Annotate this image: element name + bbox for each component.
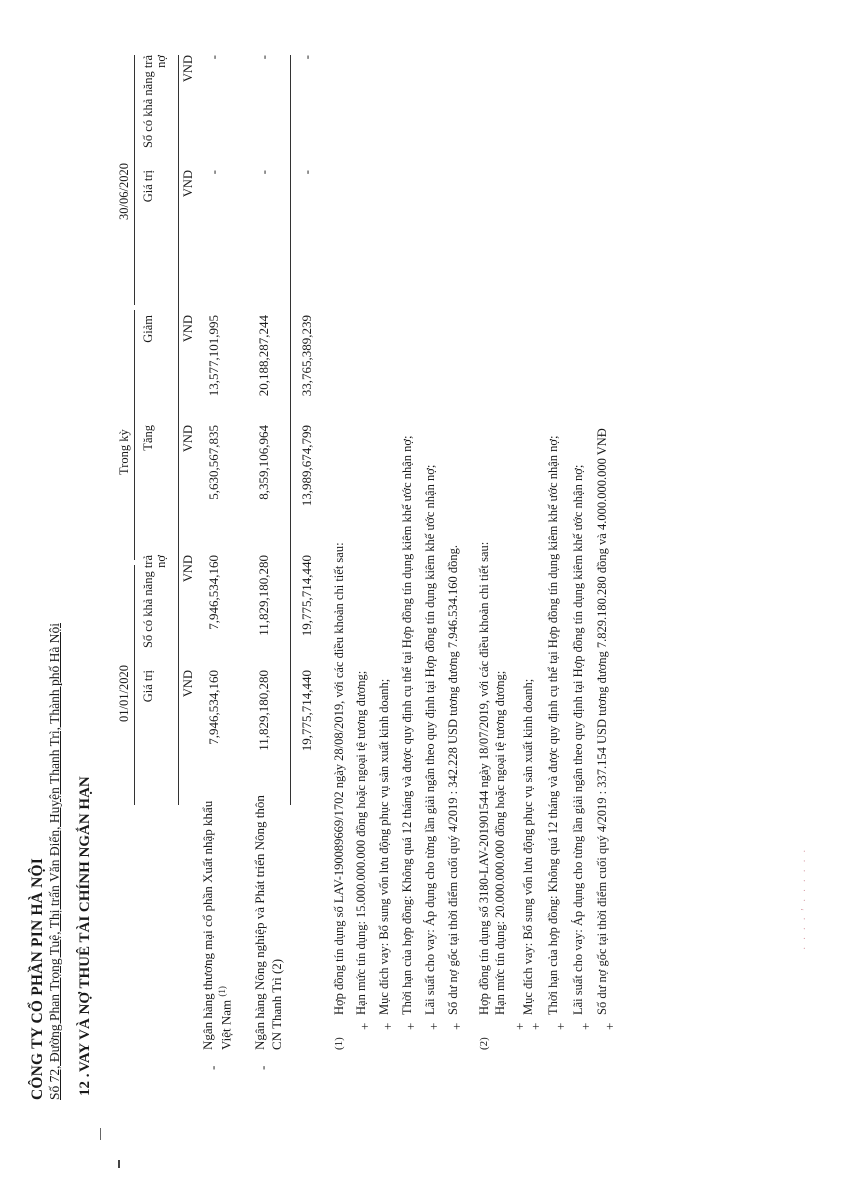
row2-decrease: 20,188,287,244 [256,315,271,397]
col-close-value: Giá trị [141,170,155,203]
row1-increase: 5,630,567,835 [206,425,221,500]
period-open-rule [134,565,135,805]
period-close-header: 30/06/2020 [117,163,131,220]
note2-item-2: Mục đích vay: Bổ sung vốn lưu động phục vụ sản xuất kinh doanh; [521,678,535,1015]
row1-close-repay: - [206,55,221,60]
note1-item-5: Số dư nợ gốc tại thời điểm cuối quý 4/2019 : 342.228 USD tương đương 7.946.534.160 đồng. [446,544,460,1015]
note2-marker: (2) [478,1037,490,1050]
total-increase: 13,989,674,799 [299,425,314,507]
col-decrease: Giảm [141,315,155,343]
row2-bullet: - [255,1065,270,1070]
note1-plus-2: + [380,1022,395,1030]
note2-plus-5: + [602,1022,617,1030]
note2-item-4: Lãi suất cho vay: Áp dụng cho từng lần giải ngân theo quy định tại Hợp đồng tín dụng kiêm khế ước nhận nợ; [571,464,585,1015]
row2-open-value: 11,829,180,280 [256,670,271,751]
note1-item-1: Hạn mức tín dụng: 15.000.000.000 đồng hoặc ngoại tệ tương đương; [354,670,368,1015]
note1-plus-5: + [449,1022,464,1030]
row1-open-value: 7,946,534,160 [206,670,221,745]
scan-speck [100,1128,101,1140]
row1-close-value: - [206,170,221,175]
note1-plus-3: + [403,1022,418,1030]
note1-title: Hợp đồng tín dụng số LAV-190089669/1702 ngày 28/08/2019, với các điều khoản chi tiết sau: [332,542,346,1015]
note2-item-3: Thời hạn của hợp đồng: Không quá 12 tháng và được quy định cụ thể tại Hợp đồng tín dụng kiêm khế ước nhận nợ; [546,435,560,1015]
period-mid-header: Trong kỳ [117,429,131,475]
period-close-rule [134,55,135,305]
row1-bank-name [200,790,235,1050]
unit-increase: VND [181,425,195,453]
total-rule [290,55,291,805]
note1-plus-1: + [357,1022,372,1030]
col-close-repay: Số có khả năng trả nợ [141,55,169,149]
row2-close-repay: - [256,55,271,60]
note2-plus-2: + [528,1022,543,1030]
row2-close-value: - [256,170,271,175]
note1-plus-4: + [426,1022,441,1030]
period-mid-rule [134,310,135,560]
note2-plus-3: + [553,1022,568,1030]
note2-item-1: Hạn mức tín dụng: 20.000.000.000 đồng hoặc ngoại tệ tương đương; [493,670,507,1015]
col-open-repay: Số có khả năng trả nợ [141,555,169,649]
note2-plus-1: + [512,1022,527,1030]
unit-decrease: VND [181,315,195,343]
total-open-repay: 19,775,714,440 [299,555,314,637]
row2-increase: 8,359,106,964 [256,425,271,500]
note1-marker: (1) [333,1037,345,1050]
note1-item-3: Thời hạn của hợp đồng: Không quá 12 tháng và được quy định cụ thể tại Hợp đồng tín dụng kiêm khế ước nhận nợ; [400,435,414,1015]
note1-item-2: Mục đích vay: Bổ sung vốn lưu động phục vụ sản xuất kinh doanh; [377,678,391,1015]
note2-item-5: Số dư nợ gốc tại thời điểm cuối quý 4/2019 : 337.154 USD tương đương 7.829.180.280 đồng và 4.000.000.000 VNĐ [595,428,609,1015]
faint-stamp-mark: · · · · ′ · · · · · · [800,847,811,950]
company-name: CÔNG TY CỔ PHẦN PIN HÀ NỘI [29,857,46,1100]
unit-open-value: VND [181,670,195,698]
row1-decrease: 13,577,101,995 [206,315,221,397]
total-close-repay: - [299,55,314,60]
col-increase: Tăng [141,425,155,451]
unit-open-repay: VND [181,555,195,583]
row2-open-repay: 11,829,180,280 [256,555,271,636]
row1-bullet: - [205,1065,220,1070]
row1-open-repay: 7,946,534,160 [206,555,221,630]
header-rule [178,55,179,805]
note2-title: Hợp đồng tín dụng số 3180-LAV-201901544 ngày 18/07/2019, với các điều khoản chi tiết sau: [477,541,491,1015]
period-open-header: 01/01/2020 [117,665,131,722]
row1-footnote: (1) [216,986,227,997]
col-open-value: Giá trị [141,670,155,703]
unit-close-value: VND [181,170,195,198]
row2-bank-name: Ngân hàng Nông nghiệp và Phát triển Nông thôn CN Thanh Trì (2) [252,795,284,1050]
total-close-value: - [299,170,314,175]
unit-close-repay: VND [181,55,195,83]
row1-bank-label: Ngân hàng thương mại cổ phần Xuất nhập khẩu Việt Nam [200,800,234,1050]
company-address: Số 72, Đường Phan Trọng Tuệ, Thị trấn Văn Điển, Huyện Thanh Trì, Thành phố Hà Nội [47,623,62,1100]
total-decrease: 33,765,389,239 [299,315,314,397]
note1-item-4: Lãi suất cho vay: Áp dụng cho từng lần giải ngân theo quy định tại Hợp đồng tín dụng kiêm khế ước nhận nợ; [423,464,437,1015]
note2-plus-4: + [578,1022,593,1030]
total-open-value: 19,775,714,440 [299,670,314,752]
section-title: VAY VÀ NỢ THUÊ TÀI CHÍNH NGẮN HẠN [77,776,93,1072]
section-number: 12 . [77,1073,93,1096]
scan-speck [118,1160,120,1168]
